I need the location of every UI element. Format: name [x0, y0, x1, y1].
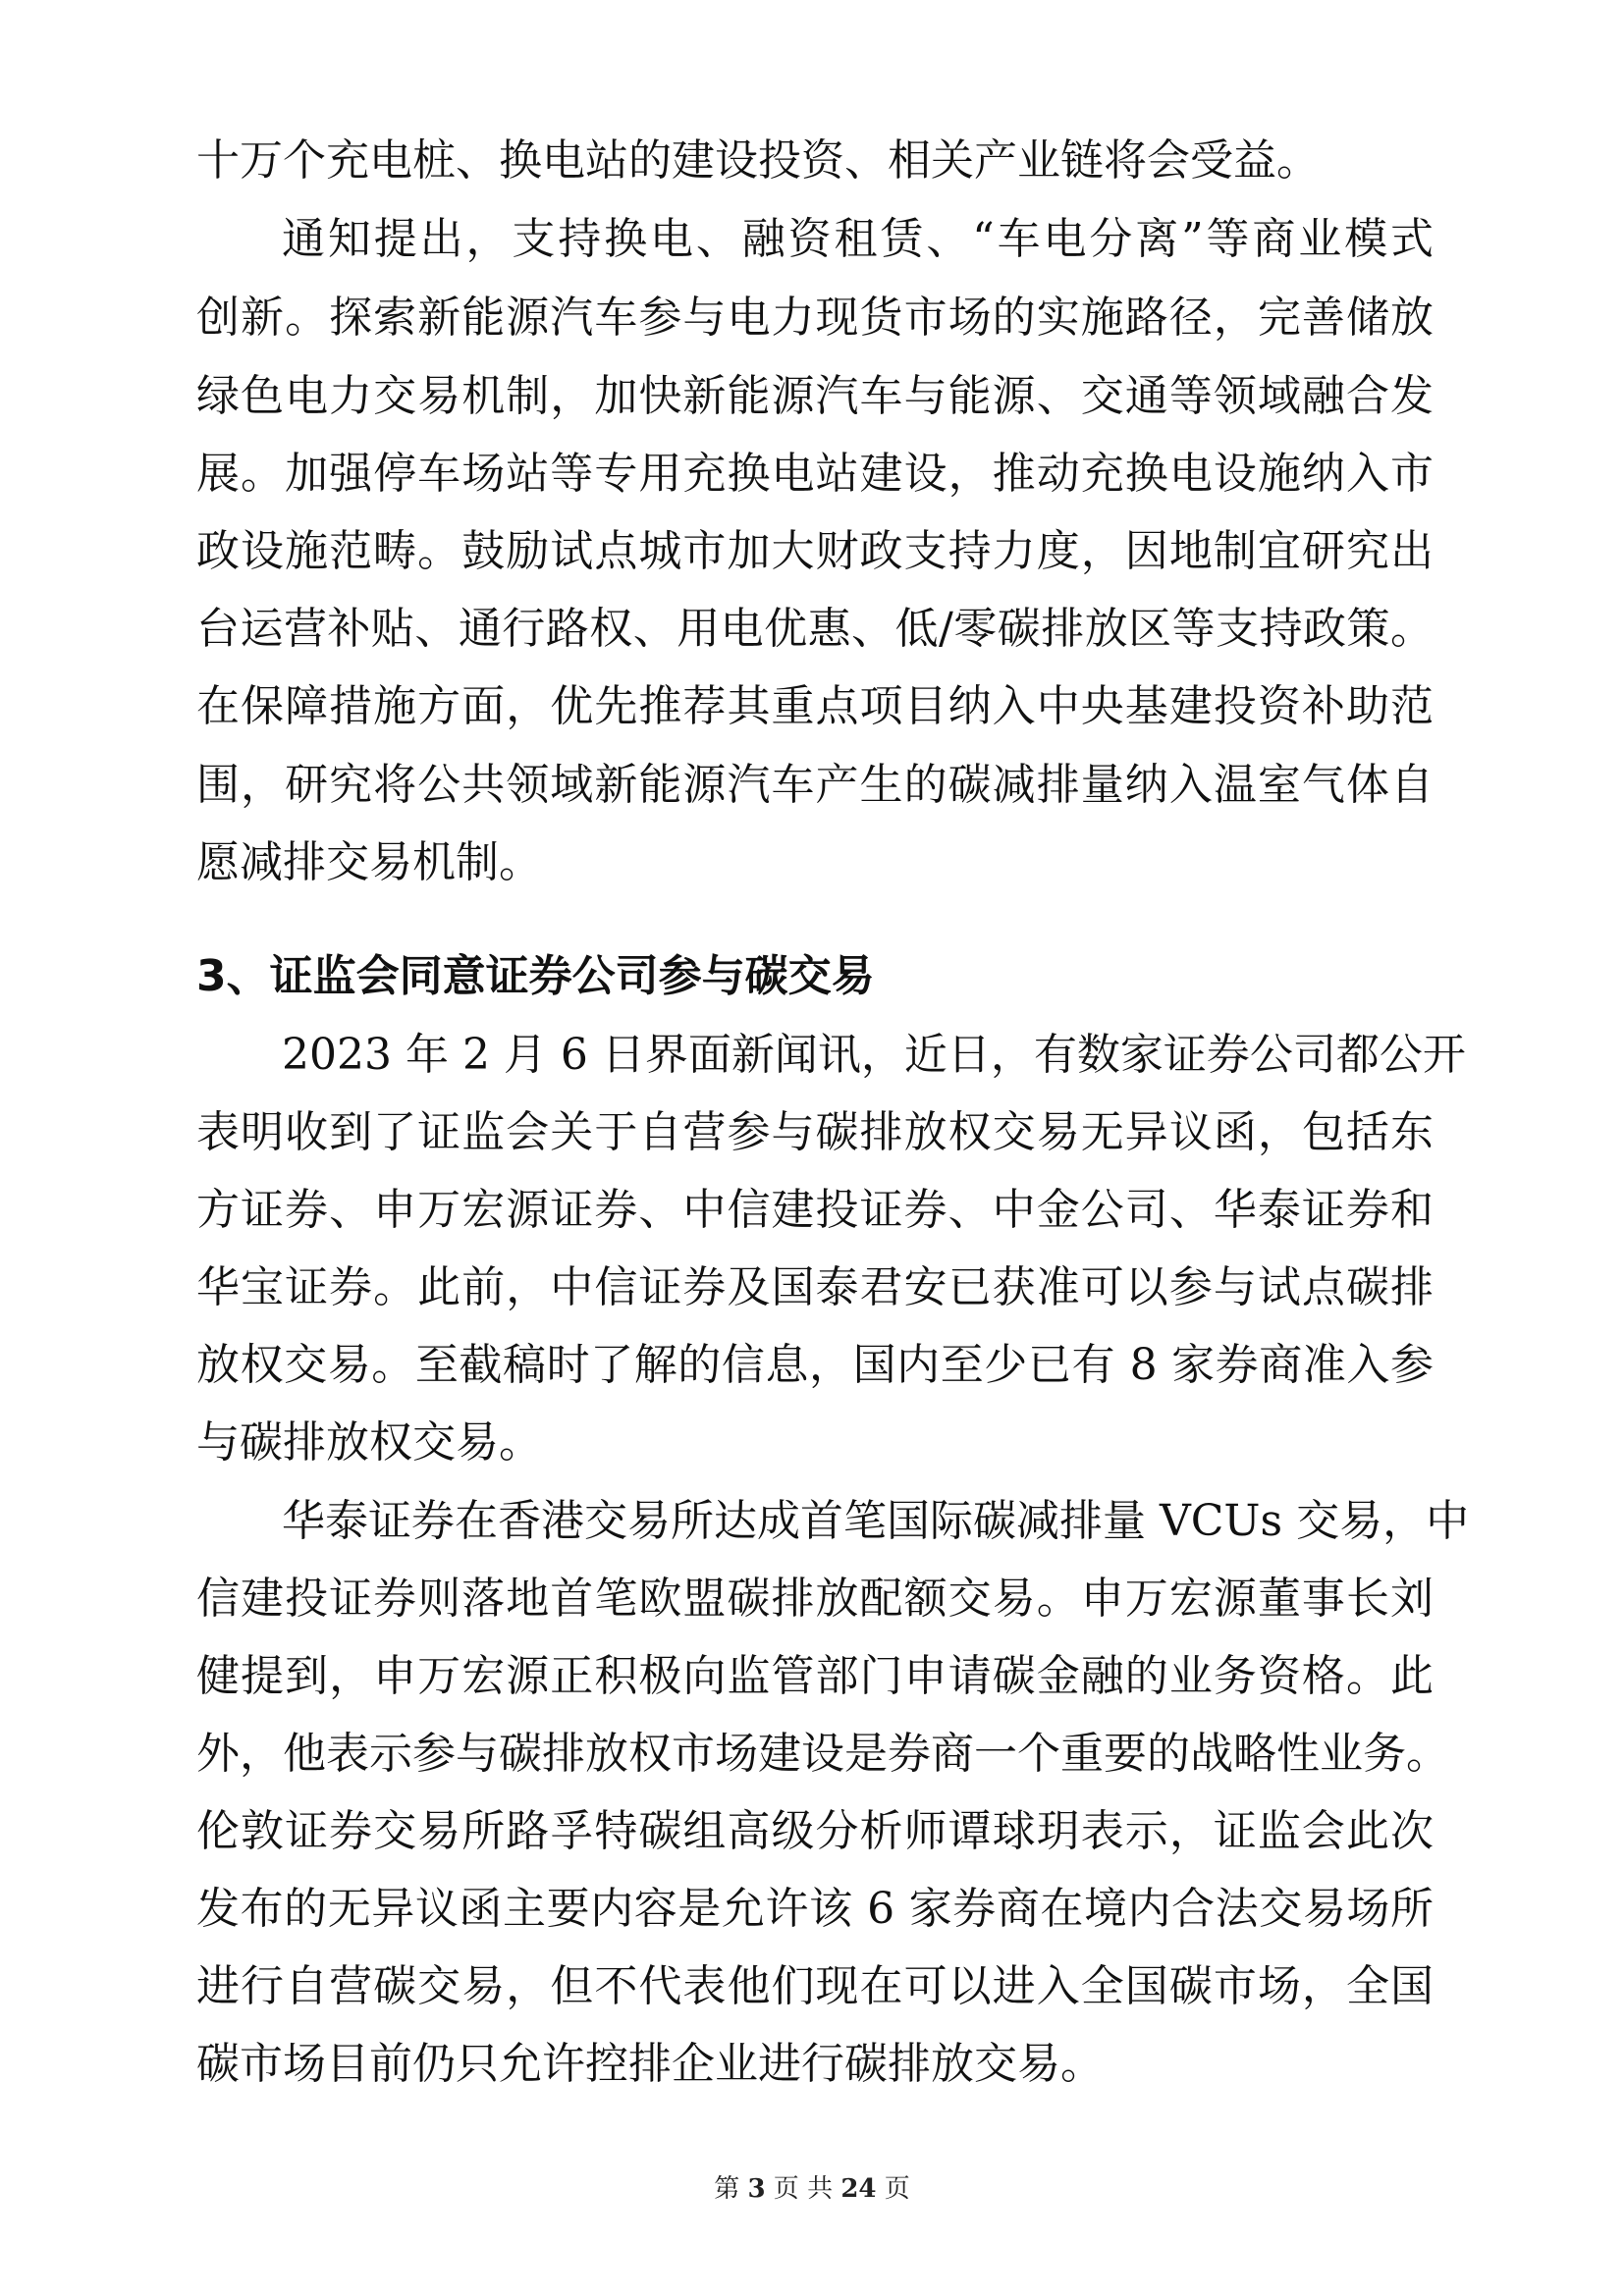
footer-total-pages: 24 [840, 2174, 877, 2204]
paragraph-notice-line: 通知提出，支持换电、融资租赁、“车电分离”等商业模式 [282, 214, 1434, 264]
paragraph-notice-line: 展。加强停车场站等专用充换电站建设，推动充换电设施纳入市 [196, 449, 1434, 499]
paragraph-notice-line: 愿减排交易机制。 [196, 837, 542, 887]
paragraph-huatai-line: 信建投证券则落地首笔欧盟碳排放配额交易。申万宏源董事长刘 [196, 1574, 1434, 1624]
paragraph-huatai-line: 健提到，申万宏源正积极向监管部门申请碳金融的业务资格。此 [196, 1651, 1434, 1701]
paragraph-huatai-line: 发布的无异议函主要内容是允许该 6 家券商在境内合法交易场所 [196, 1884, 1434, 1934]
paragraph-huatai-line: 进行自营碳交易，但不代表他们现在可以进入全国碳市场，全国 [196, 1961, 1434, 2011]
paragraph-notice-line: 创新。探索新能源汽车参与电力现货市场的实施路径，完善储放 [196, 293, 1434, 343]
paragraph-news-line: 与碳排放权交易。 [196, 1417, 542, 1468]
paragraph-news-line: 方证券、申万宏源证券、中信建投证券、中金公司、华泰证券和 [196, 1185, 1434, 1235]
paragraph-notice-line: 绿色电力交易机制，加快新能源汽车与能源、交通等领域融合发 [196, 371, 1434, 421]
paragraph-news-line: 2023 年 2 月 6 日界面新闻讯，近日，有数家证券公司都公开 [282, 1030, 1466, 1080]
paragraph-notice-line: 政设施范畴。鼓励试点城市加大财政支持力度，因地制宜研究出 [196, 526, 1434, 576]
paragraph-notice-line: 在保障措施方面，优先推荐其重点项目纳入中央基建投资补助范 [196, 681, 1434, 731]
paragraph-news-line: 放权交易。至截稿时了解的信息，国内至少已有 8 家券商准入参 [196, 1340, 1434, 1390]
section-heading: 3、证监会同意证券公司参与碳交易 [196, 951, 875, 1001]
footer-prefix: 第 [714, 2174, 748, 2204]
paragraph-news-line: 华宝证券。此前，中信证券及国泰君安已获准可以参与试点碳排 [196, 1262, 1434, 1312]
paragraph-notice-line: 台运营补贴、通行路权、用电优惠、低/零碳排放区等支持政策。 [196, 604, 1434, 654]
paragraph-huatai-line: 碳市场目前仍只允许控排企业进行碳排放交易。 [196, 2039, 1104, 2089]
paragraph-notice-line: 围，研究将公共领域新能源汽车产生的碳减排量纳入温室气体自 [196, 760, 1434, 810]
paragraph-huatai-line: 伦敦证券交易所路孚特碳组高级分析师谭球玥表示，证监会此次 [196, 1806, 1434, 1856]
footer-page-number: 3 [747, 2174, 766, 2204]
page-footer [0, 2169, 1624, 2209]
footer-middle: 页 共 [765, 2174, 841, 2204]
paragraph-continued-line: 十万个充电桩、换电站的建设投资、相关产业链将会受益。 [196, 135, 1320, 186]
paragraph-huatai-line: 华泰证券在香港交易所达成首笔国际碳减排量 VCUs 交易，中 [282, 1496, 1470, 1546]
paragraph-news-line: 表明收到了证监会关于自营参与碳排放权交易无异议函，包括东 [196, 1107, 1434, 1157]
footer-suffix: 页 [876, 2174, 910, 2204]
paragraph-huatai-line: 外，他表示参与碳排放权市场建设是券商一个重要的战略性业务。 [196, 1729, 1449, 1779]
